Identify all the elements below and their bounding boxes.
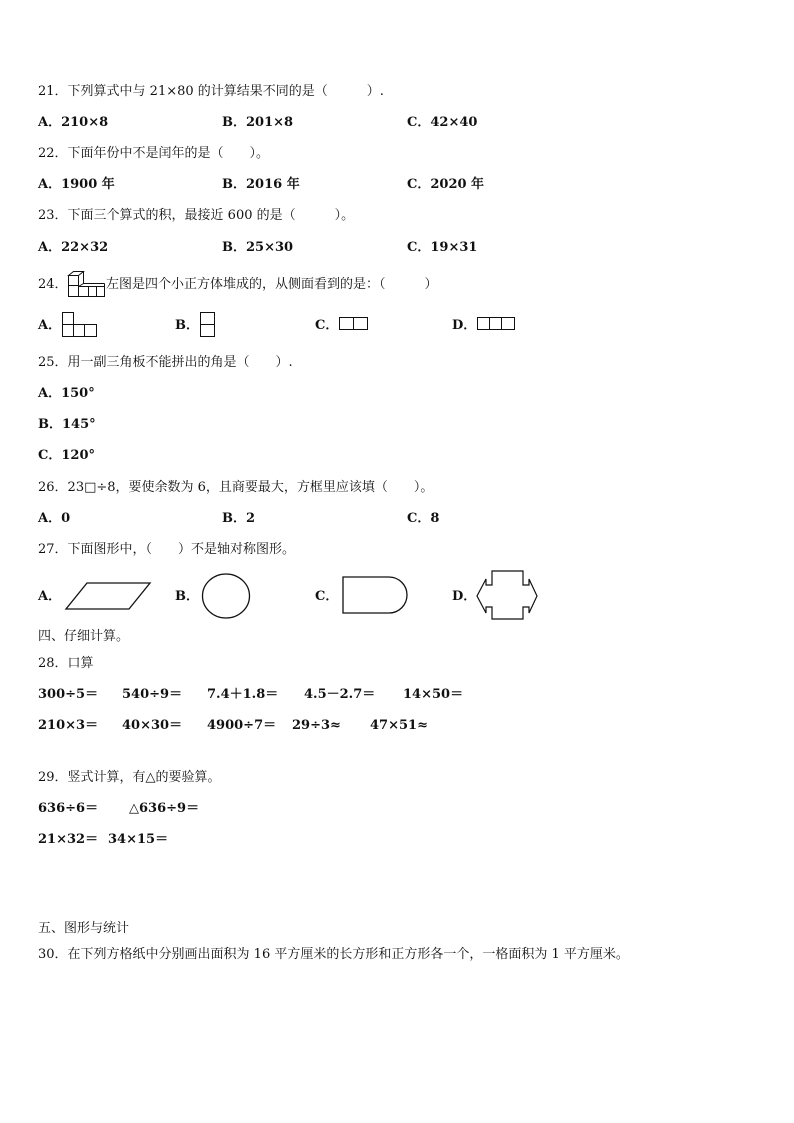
q27-option-c: C． xyxy=(315,589,339,604)
q23-option-b: B．25×30 xyxy=(222,240,294,255)
q26-option-b: B．2 xyxy=(222,511,256,526)
q28-calc-10: 47×51≈ xyxy=(370,718,428,733)
q28-calc-4: 4.5－2.7＝ xyxy=(304,687,376,702)
q21-option-b: B．201×8 xyxy=(222,115,294,130)
q28-calc-3: 7.4＋1.8＝ xyxy=(207,687,279,702)
q28-calc-1: 300÷5＝ xyxy=(38,687,99,702)
q29-calc-2: △636÷9＝ xyxy=(129,801,200,816)
q29-calc-3: 21×32＝ xyxy=(38,832,99,847)
q28-calc-2: 540÷9＝ xyxy=(122,687,183,702)
q27-cross-arrows-figure xyxy=(475,569,539,621)
q27-option-b: B． xyxy=(175,589,199,604)
q23-option-c: C．19×31 xyxy=(407,240,478,255)
q25-option-b: B．145° xyxy=(38,417,96,432)
q24-option-b: B． xyxy=(175,318,199,333)
q26-option-c: C．8 xyxy=(407,511,440,526)
q21-option-a: A．210×8 xyxy=(38,115,109,130)
q28-stem: 28．口算 xyxy=(38,656,94,671)
q26-option-a: A．0 xyxy=(38,511,71,526)
q24-cube-stack-figure xyxy=(64,270,106,298)
q28-calc-7: 40×30＝ xyxy=(122,718,183,733)
q27-circle-figure xyxy=(200,572,252,620)
q21-option-c: C．42×40 xyxy=(407,115,478,130)
section-4-title: 四、仔细计算。 xyxy=(38,629,130,644)
q30-stem: 30．在下列方格纸中分别画出面积为 16 平方厘米的长方形和正方形各一个，一格面积为 1 平方厘米。 xyxy=(38,947,629,962)
q24-option-d: D． xyxy=(452,318,477,333)
q22-stem: 22．下面年份中不是闰年的是（ ）。 xyxy=(38,146,270,161)
q26-stem: 26．23□÷8，要使余数为 6，且商要最大，方框里应该填（ ）。 xyxy=(38,480,434,495)
q28-calc-5: 14×50＝ xyxy=(403,687,464,702)
q24-option-a-view-figure xyxy=(61,311,99,338)
q29-stem: 29．竖式计算，有△的要验算。 xyxy=(38,770,221,785)
q25-option-c: C．120° xyxy=(38,448,95,463)
q27-option-a: A． xyxy=(38,589,62,604)
q24-option-a: A． xyxy=(38,318,62,333)
q27-stem: 27．下面图形中，（ ）不是轴对称图形。 xyxy=(38,542,296,557)
q28-calc-9: 29÷3≈ xyxy=(292,718,341,733)
section-5-title: 五、图形与统计 xyxy=(38,921,130,936)
q24-option-b-view-figure xyxy=(199,311,217,338)
q22-option-a: A．1900 年 xyxy=(38,177,115,192)
q25-stem: 25．用一副三角板不能拼出的角是（ ）. xyxy=(38,355,293,370)
q23-option-a: A．22×32 xyxy=(38,240,109,255)
q22-option-b: B．2016 年 xyxy=(222,177,300,192)
q23-stem: 23．下面三个算式的积，最接近 600 的是（ ）。 xyxy=(38,208,355,223)
q22-option-c: C．2020 年 xyxy=(407,177,485,192)
q24-option-c: C． xyxy=(315,318,339,333)
q29-calc-1: 636÷6＝ xyxy=(38,801,99,816)
q24-option-c-view-figure xyxy=(338,316,370,332)
q25-option-a: A．150° xyxy=(38,386,95,401)
q29-calc-4: 34×15＝ xyxy=(108,832,169,847)
q21-stem: 21．下列算式中与 21×80 的计算结果不同的是（ ）. xyxy=(38,84,384,99)
q24-stem: 左图是四个小正方体堆成的，从侧面看到的是：（ ） xyxy=(106,277,438,292)
q28-calc-6: 210×3＝ xyxy=(38,718,99,733)
q24-option-d-view-figure xyxy=(476,316,518,332)
q24-number: 24． xyxy=(38,277,68,292)
q27-option-d: D． xyxy=(452,589,477,604)
q27-semi-rounded-figure xyxy=(341,575,411,615)
q28-calc-8: 4900÷7＝ xyxy=(207,718,277,733)
q27-parallelogram-figure xyxy=(64,581,154,611)
